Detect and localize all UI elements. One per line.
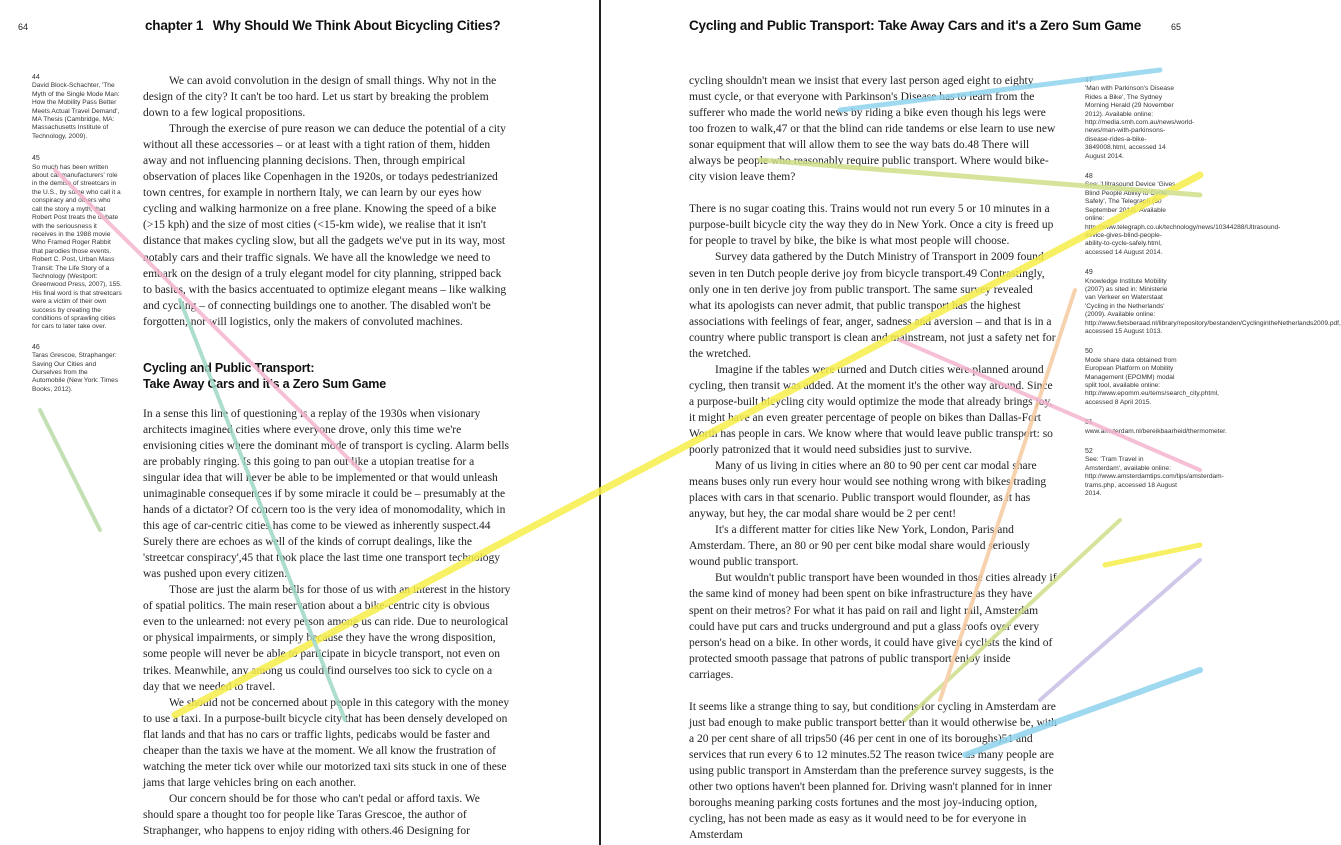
footnote-number: 48	[1085, 173, 1093, 181]
left-page	[0, 0, 599, 845]
footnote-text: www.amsterdam.nl/bereikbaarheid/thermometer.	[1085, 427, 1227, 435]
right-running-head: Cycling and Public Transport: Take Away Cars and it's a Zero Sum Game	[689, 18, 1142, 33]
section-heading	[143, 360, 511, 392]
left-page-number: 64	[18, 22, 29, 32]
left-running-head	[145, 18, 500, 33]
section-heading-line: Cycling and Public Transport:	[143, 360, 315, 375]
footnote-text: David Block-Schachter, 'The Myth of the Single Mode Man: How the Mobility Pass Better Meets Actual Travel Demand', MA Thesis (Cambridge, MA: Massachusetts Institute of Technology, 2009).	[32, 82, 120, 140]
footnote	[32, 74, 122, 141]
paragraph: Our concern should be for those who can't pedal or afford taxis. We should spare a thought too for people like Taras Grescoe, the author of Straphanger, who happens to enjoy riding with others.46 Designing for	[143, 792, 480, 837]
paragraph: It seems like a strange thing to say, but conditions for cycling in Amsterdam are just bad enough to make public transport better than it would otherwise be, with a 20 per cent share of all trips50 (46 per cent in one of its boroughs)51 and services that run every 6 to 12 minutes.52 The reason twice as many people are using public transport in Amsterdam than the preference survey suggests, is the other two options haven't been planned for. Driving wasn't planned for in inner boroughs meaning parking costs fortunes and the most joy-inducing option, cycling, has not been made as easy as it would need to be for everyone in Amsterdam	[689, 700, 1057, 842]
footnote	[1085, 348, 1219, 407]
footnote-text: See: 'Tram Travel in Amsterdam', available online: http://www.amsterdamtips.com/tips/amsterdam-trams.php, accessed 18 August 2014.	[1085, 456, 1224, 498]
footnote	[1085, 77, 1195, 161]
paragraph: We can avoid convolution in the design of small things. Why not in the design of the city? It can't be too hard. Let us start by breaking the problem down to a few logical propositions.	[143, 75, 497, 120]
footnote	[1085, 173, 1281, 257]
footnote-number: 46	[32, 343, 40, 351]
footnote-number: 49	[1085, 269, 1093, 277]
chapter-label: chapter 1	[145, 18, 204, 33]
footnote-number: 51	[1085, 419, 1093, 427]
footnote-text: See: 'Ultrasound Device 'Gives Blind People Ability to Cycle Safely', The Telegraph (30 September 2013). Available online: http://www.telegraph.co.uk/technology/news/10344288/Ultrasound-device-gives-blind-people-ability-to-cycle-safely.html, accessed 14 August 2014.	[1085, 181, 1281, 256]
footnote	[32, 155, 122, 332]
footnote	[1085, 269, 1341, 336]
right-sidenotes	[1085, 77, 1341, 510]
footnote	[32, 344, 122, 394]
footnote-text: Knowledge Institute Mobility (2007) as sited in: Ministerie van Verkeer en Waterstaat 'Cycling in the Netherlands' (2009). Available online: http://www.fietsberaad.nl/library/repository/bestanden/CyclingintheNetherlands2009.pdf, accessed 15 August 1013.	[1085, 277, 1341, 335]
left-sidenotes	[32, 74, 122, 406]
footnote-text: Mode share data obtained from European Platform on Mobility Management (EPOMM) modal split tool, available online: http://www.epomm.eu/tems/search_city.phtml, accessed 8 April 2015.	[1085, 356, 1219, 406]
footnote	[1085, 419, 1227, 436]
paragraph: Imagine if the tables were turned and Dutch cities were planned around cycling, then transit was added. At the moment it's the other way around. Since a purpose-built bicycling city would optimize the mode that already brings joy, it might have an even greater percentage of people on bikes than Dallas-Fort Worth has people in cars. We know where that would leave public transport: so poorly patronized that it would need subsidies just to survive.	[689, 363, 1053, 457]
paragraph: In a sense this line of questioning is a replay of the 1930s when visionary architects imagined cities where everyone drove, only this time we're envisioning cities where the dominant mode of transport is cycling. Alarm bells are probably ringing. Is this going to pan out like a utopian treatise for a singular idea that will never be able to be implemented or that would unleash unimaginable consequences if by some miracle it could be – presumably at the hands of a dictator? Of concern too is the very idea of monomodality, which in this age of car-centric cities has come to be viewed as inherently suspect.44 Surely there are echoes as well of the kinds of corrupt dealings, like the 'streetcar conspiracy',45 that took place the last time one transport technology was pushed upon every citizen.	[143, 407, 510, 581]
right-body-text	[689, 73, 1057, 843]
footnote	[1085, 448, 1224, 498]
footnote-number: 47	[1085, 77, 1093, 84]
right-page-number: 65	[1171, 22, 1182, 32]
footnote-text: 'Man with Parkinson's Disease Rides a Bike', The Sydney Morning Herald (29 November 2012). Available online: http://media.smh.com.au/news/world-news/man-with-parkinsons-disease-rides-a-bike-3849008.html, accessed 14 August 2014.	[1085, 85, 1195, 160]
left-body-text	[143, 73, 511, 839]
paragraph: There is no sugar coating this. Trains would not run every 5 or 10 minutes in a purpose-built bicycle city the way they do in New York. Once a city is freed up for people to travel by bike, the bike is what most people will choose.	[689, 203, 1054, 248]
footnote-text: So much has been written about car manufacturers' role in the demise of streetcars in the U.S., by some who call it a conspiracy and others who call the story a myth, that Robert Post treats the debate with the seriousness it receives in the 1988 movie Who Framed Roger Rabbit that parodies those events. Robert C. Post, Urban Mass Transit: The Life Story of a Technology (Westport: Greenwood Press, 2007), 155. His final word is that streetcars were a victim of their own success by creating the conditions of sprawling cities for cars to later take over.	[32, 163, 122, 331]
paragraph: Survey data gathered by the Dutch Ministry of Transport in 2009 found seven in ten Dutch people derive joy from bicycle transport.49 Contrastingly, only one in ten derive joy from public transport. The same survey revealed what its apologists can never admit, that public transport has the highest associations with feelings of fear, anger, sadness and aversion – and that is in a country where public transport is clean and mainstream, not just a safety net for the wretched.	[689, 251, 1056, 360]
paragraph: cycling shouldn't mean we insist that every last person aged eight to eighty must cycle, or that everyone with Parkinson's Disease has to learn from the sufferer who made the world news by riding a bike even though his legs were too frozen to walk,47 or that the blind can ride tandems or else learn to use new sonar equipment that will allow them to see the way bats do.48 There will always be people who reasonably require public transport. Where would bike-city vision leave them?	[689, 75, 1056, 184]
section-heading-line: Take Away Cars and it's a Zero Sum Game	[143, 376, 386, 391]
paragraph: Many of us living in cities where an 80 to 90 per cent car modal share means buses only run every hour would see nothing wrong with bikes trading places with cars in that scenario. Public transport would flounder, as it has anyway, but hey, the car modal share would be 2 per cent!	[689, 460, 1047, 521]
paragraph: But wouldn't public transport have been wounded in those cities already if the same kind of money had been spent on bike infrastructure as they have spent on their metros? For what it has paid on rail and light rail, Amsterdam could have put cars and trucks underground and put a glass roofs over every person's head on a bike. In other words, it could have given cyclists the kind of protected smooth passage that patrons of public transport enjoy inside carriages.	[689, 572, 1057, 681]
chapter-title: Why Should We Think About Bicycling Cities?	[212, 18, 501, 33]
footnote-number: 45	[32, 155, 40, 163]
right-page	[601, 0, 1341, 845]
footnote-text: Taras Grescoe, Straphanger: Saving Our Cities and Ourselves from the Automobile (New York: Times Books, 2012).	[32, 352, 119, 393]
paragraph: Those are just the alarm bells for those of us with an interest in the history of spatial politics. The main reservation about a bike-centric city is obvious even to the unlearned: not every person among us can ride. Due to neurological or physical impairments, or simply because they have the wrong disposition, some people will never be able to participate in bicycle transport, not even on trikes. Meanwhile, any among us could find ourselves too sick to cycle on a day that we needed to travel.	[143, 584, 511, 693]
footnote-number: 50	[1085, 348, 1093, 356]
paragraph: Through the exercise of pure reason we can deduce the potential of a city without all these accessories – or at least with a tight ration of them, hidden away and not influencing planning decisions. Then, through empirical observation of places like Copenhagen in the 1920s, or todays pedestrianized town centres, for example in northern Italy, we can learn by our eyes how cycling and walking harmonize on a free plane. Knowing the speed of a bike (>15 kph) and the size of most cities (<15-km wide), we realise that it isn't distance that makes cycling slow, but all the gadgets we've put in its way, most notably cars and their traffic signals. We have all the knowledge we need to embark on the design of a truly elegant model for city planning, stripped back to basics, with the basics accentuated to optimize elegant means – like walking and cycling – of connecting buildings one to another. The disabled won't be forgotten, nor will logistics, only the makers of convoluted machines.	[143, 123, 507, 328]
paragraph: We should not be concerned about people in this category with the money to use a taxi. In a purpose-built bicycle city that has been densely developed on flat lands and that has no cars or traffic lights, pedicabs would be faster and cheaper than the taxis we have at the moment. We all know the frustration of watching the meter tick over while our motorized taxi sits stuck in one of these jams that large vehicles bring on each another.	[143, 696, 510, 789]
footnote-number: 52	[1085, 448, 1093, 456]
paragraph: It's a different matter for cities like New York, London, Paris and Amsterdam. There, an 80 or 90 per cent bike modal share would seriously wound public transport.	[689, 524, 1030, 569]
footnote-number: 44	[32, 74, 40, 81]
